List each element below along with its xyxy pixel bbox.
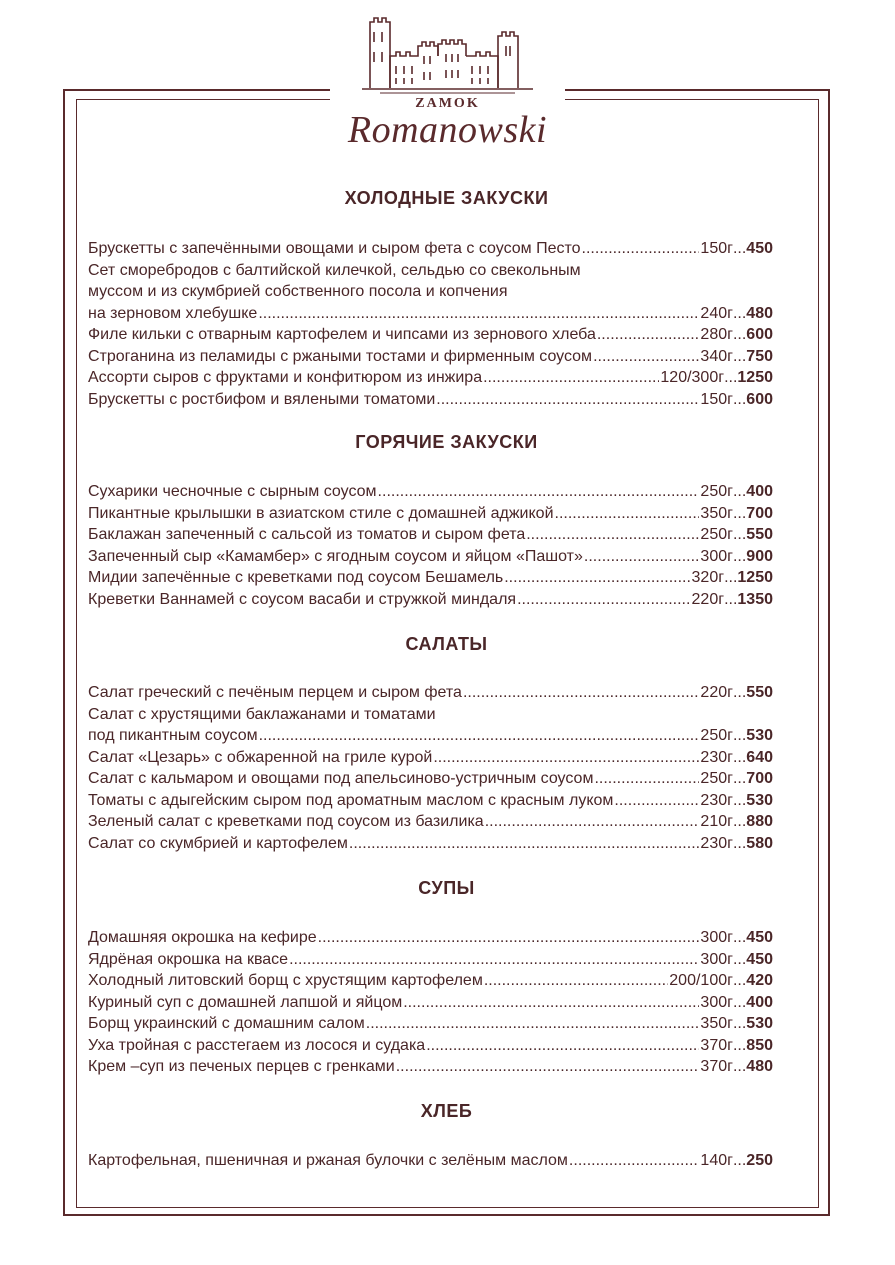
price-separator: ... (732, 504, 747, 522)
dot-leader (318, 927, 700, 949)
price-separator: ... (732, 993, 747, 1011)
price-separator: ... (732, 972, 747, 989)
menu-item-price: 530 (746, 791, 773, 809)
menu-item (88, 768, 808, 790)
section-title: ХОЛОДНЫЕ ЗАКУСКИ (344, 188, 549, 208)
menu-item-weight: 350г (700, 1015, 733, 1032)
menu-item-row (88, 324, 808, 346)
section-items (88, 927, 808, 1078)
dot-leader (614, 790, 699, 812)
menu-item-name: Холодный литовский борщ с хрустящим картофелем (88, 972, 483, 989)
menu-item-name: Баклажан запеченный с сальсой из томатов и сыром фета (88, 526, 526, 543)
menu-item-weight: 150г (700, 240, 733, 257)
menu-item-name: Томаты с адыгейским сыром под ароматным маслом с красным луком (88, 791, 614, 809)
menu-item-price: 450 (746, 929, 773, 946)
menu-item (88, 1013, 808, 1035)
dot-leader (555, 503, 700, 525)
menu-item-weight: 370г (700, 1036, 733, 1054)
dot-leader (597, 324, 700, 346)
menu-item-name: Пикантные крылышки в азиатском стиле с домашней аджикой (88, 504, 554, 522)
menu-item-price: 400 (746, 993, 773, 1011)
menu-item-price: 880 (746, 813, 773, 830)
menu-item-price: 580 (746, 834, 773, 852)
menu-item (88, 524, 808, 546)
section-items (88, 238, 808, 410)
menu-item-name-line: Сет сморебродов с балтийской килечкой, сельдью со свекольным (88, 261, 581, 279)
menu-item-price: 600 (746, 326, 773, 343)
menu-item (88, 260, 808, 325)
menu-item-name: Брускетты с ростбифом и вялеными томатоми (88, 390, 436, 408)
menu-item (88, 1056, 808, 1078)
dot-leader (426, 1035, 699, 1057)
menu-item-price: 450 (746, 950, 773, 968)
castle-logo-icon (360, 14, 535, 94)
menu-item-name: Борщ украинский с домашним салом (88, 1015, 365, 1032)
price-separator: ... (732, 390, 747, 408)
menu-item (88, 790, 808, 812)
menu-item-row (88, 567, 808, 589)
price-separator: ... (732, 240, 747, 257)
menu-item (88, 682, 808, 704)
menu-item-weight: 250г (700, 526, 733, 543)
menu-item-row (88, 992, 808, 1014)
dot-leader (517, 589, 690, 611)
menu-item-weight: 230г (700, 748, 733, 766)
brand-subtitle: ZAMOK (415, 96, 480, 111)
dot-leader (289, 949, 699, 971)
menu-item-price: 480 (746, 1058, 773, 1075)
menu-item-price: 640 (746, 748, 773, 766)
menu-item-name: под пикантным соусом (88, 727, 258, 744)
menu-item-weight: 140г (700, 1152, 733, 1169)
menu-item-price: 400 (746, 483, 773, 500)
menu-item-name: Куриный суп с домашней лапшой и яйцом (88, 993, 403, 1011)
menu-item-weight: 300г (700, 993, 733, 1011)
dot-leader (436, 389, 699, 411)
menu-item-price: 1350 (737, 590, 773, 608)
section-title: САЛАТЫ (405, 634, 488, 654)
menu-item (88, 1035, 808, 1057)
menu-item-price: 550 (746, 684, 773, 701)
section-items (88, 682, 808, 854)
price-separator: ... (724, 569, 738, 586)
menu-item-name: Картофельная, пшеничная и ржаная булочки с зелёным маслом (88, 1152, 568, 1169)
menu-item-row (88, 1150, 808, 1172)
menu-item-price: 1250 (737, 569, 773, 586)
dot-leader (584, 546, 700, 568)
menu-item (88, 567, 808, 589)
price-separator: ... (732, 791, 747, 809)
price-separator: ... (732, 1058, 747, 1075)
menu-item (88, 503, 808, 525)
menu-item-weight: 230г (700, 834, 733, 852)
section-title: ГОРЯЧИЕ ЗАКУСКИ (355, 432, 538, 452)
dot-leader (433, 747, 699, 769)
menu-item (88, 238, 808, 260)
dot-leader (569, 1150, 700, 1172)
section-title: СУПЫ (418, 878, 475, 898)
menu-item-price: 1250 (737, 369, 773, 386)
menu-item-weight: 300г (700, 950, 733, 968)
dot-leader (594, 768, 699, 790)
menu-item (88, 324, 808, 346)
menu-item-row (88, 524, 808, 546)
menu-item (88, 811, 808, 833)
price-separator: ... (732, 1015, 747, 1032)
menu-item-row (88, 682, 808, 704)
menu-item-row (88, 927, 808, 949)
section-title: ХЛЕБ (420, 1101, 473, 1121)
menu-item (88, 1150, 808, 1172)
menu-item-name: Салат греческий с печёным перцем и сыром фета (88, 684, 462, 701)
menu-item (88, 389, 808, 411)
menu-item-price: 700 (746, 504, 773, 522)
menu-item-row (88, 768, 808, 790)
menu-item-weight: 300г (700, 929, 733, 946)
menu-item-weight: 220г (700, 684, 733, 701)
menu-item-name: Филе кильки с отварным картофелем и чипсами из зернового хлеба (88, 326, 596, 343)
menu-item (88, 970, 808, 992)
dot-leader (378, 481, 700, 503)
menu-item-weight: 220г (691, 590, 725, 608)
menu-item-row (88, 367, 808, 389)
section-items (88, 481, 808, 610)
menu-item-row (88, 725, 808, 747)
dot-leader (403, 992, 699, 1014)
menu-item-price: 530 (746, 1015, 773, 1032)
menu-item (88, 992, 808, 1014)
menu-item-weight: 320г (691, 569, 725, 586)
dot-leader (366, 1013, 700, 1035)
menu-item-price: 850 (746, 1036, 773, 1054)
menu-item-name: Креветки Ваннамей с соусом васаби и стружкой миндаля (88, 590, 517, 608)
menu-item-price: 750 (746, 347, 773, 365)
menu-item-name: Крем –суп из печеных перцев с гренками (88, 1058, 395, 1075)
menu-item-row (88, 833, 808, 855)
menu-item (88, 346, 808, 368)
menu-item-weight: 200/100г (669, 972, 733, 989)
menu-item (88, 833, 808, 855)
menu-item-price: 900 (746, 547, 773, 565)
dot-leader (483, 367, 659, 389)
menu-item-weight: 370г (700, 1058, 733, 1075)
dot-leader (349, 833, 700, 855)
menu-item-name: на зерновом хлебушке (88, 304, 258, 322)
menu-item-row (88, 790, 808, 812)
brand-name: Romanowski (347, 109, 548, 151)
price-separator: ... (732, 929, 747, 946)
menu-item-weight: 250г (700, 770, 733, 787)
menu-item-name: Салат со скумбрией и картофелем (88, 834, 348, 852)
price-separator: ... (732, 748, 747, 766)
menu-item-row (88, 481, 808, 503)
menu-item-price: 250 (746, 1152, 773, 1169)
menu-item-name: Строганина из пеламиды с ржаными тостами и фирменным соусом (88, 347, 593, 365)
menu-item-row (88, 970, 808, 992)
section-items (88, 1150, 808, 1172)
menu-item-weight: 350г (700, 504, 733, 522)
menu-item-row (88, 949, 808, 971)
menu-item-row (88, 747, 808, 769)
dot-leader (396, 1056, 700, 1078)
menu-item (88, 747, 808, 769)
dot-leader (582, 238, 700, 260)
dot-leader (259, 725, 700, 747)
menu-item-weight: 250г (700, 483, 733, 500)
menu-item-price: 450 (746, 240, 773, 257)
dot-leader (484, 970, 668, 992)
price-separator: ... (732, 770, 747, 787)
menu-item-weight: 120/300г (660, 369, 725, 386)
menu-item-weight: 240г (700, 304, 733, 322)
dot-leader (526, 524, 699, 546)
menu-item (88, 704, 808, 747)
menu-item-name-line: Салат с хрустящими баклажанами и томатами (88, 705, 436, 723)
menu-item-row (88, 346, 808, 368)
menu-item-weight: 230г (700, 791, 733, 809)
price-separator: ... (732, 304, 747, 322)
menu-item-name: Мидии запечённые с креветками под соусом Бешамель (88, 569, 504, 586)
menu-item-weight: 300г (700, 547, 733, 565)
menu-item-row (88, 589, 808, 611)
menu-item-weight: 150г (700, 390, 733, 408)
price-separator: ... (732, 950, 747, 968)
menu-item-price: 480 (746, 304, 773, 322)
price-separator: ... (732, 547, 747, 565)
menu-item (88, 589, 808, 611)
price-separator: ... (724, 590, 738, 608)
price-separator: ... (732, 1036, 747, 1054)
menu-item-name: Запеченный сыр «Камамбер» с ягодным соусом и яйцом «Пашот» (88, 547, 583, 565)
price-separator: ... (732, 483, 747, 500)
menu-item-row (88, 546, 808, 568)
price-separator: ... (732, 1152, 747, 1169)
menu-item-name: Салат «Цезарь» с обжаренной на гриле курой (88, 748, 433, 766)
menu-item-name: Сухарики чесночные с сырным соусом (88, 483, 377, 500)
menu-item-weight: 340г (700, 347, 733, 365)
menu-item-row (88, 238, 808, 260)
menu-item-weight: 210г (700, 813, 733, 830)
menu-item (88, 367, 808, 389)
dot-leader (593, 346, 699, 368)
price-separator: ... (724, 369, 738, 386)
menu-item-row (88, 1035, 808, 1057)
menu-item-name: Ядрёная окрошка на квасе (88, 950, 289, 968)
menu-item-name: Зеленый салат с креветками под соусом из базилика (88, 813, 484, 830)
menu-item (88, 949, 808, 971)
menu-item (88, 927, 808, 949)
menu-item-price: 700 (746, 770, 773, 787)
menu-item-row (88, 1013, 808, 1035)
price-separator: ... (732, 684, 747, 701)
menu-item-row (88, 811, 808, 833)
dot-leader (258, 303, 699, 325)
menu-item-weight: 280г (700, 326, 733, 343)
price-separator: ... (732, 813, 747, 830)
menu-item-name: Уха тройная с расстегаем из лосося и судака (88, 1036, 426, 1054)
menu-item-row (88, 303, 808, 325)
menu-item (88, 481, 808, 503)
dot-leader (504, 567, 690, 589)
price-separator: ... (732, 326, 747, 343)
menu-item-row (88, 503, 808, 525)
menu-item-name-line: муссом и из скумбрией собственного посола и копчения (88, 283, 508, 300)
menu-item-row (88, 1056, 808, 1078)
price-separator: ... (732, 526, 747, 543)
menu-item-name: Салат с кальмаром и овощами под апельсиново-устричным соусом (88, 770, 594, 787)
menu-item-weight: 250г (700, 727, 733, 744)
menu-item-price: 550 (746, 526, 773, 543)
menu-item-name: Домашняя окрошка на кефире (88, 929, 317, 946)
price-separator: ... (732, 727, 747, 744)
price-separator: ... (732, 347, 747, 365)
menu-item (88, 546, 808, 568)
menu-item-price: 420 (746, 972, 773, 989)
menu-item-name: Ассорти сыров с фруктами и конфитюром из инжира (88, 369, 483, 386)
dot-leader (485, 811, 700, 833)
menu-item-price: 530 (746, 727, 773, 744)
menu-item-row (88, 389, 808, 411)
menu-item-price: 600 (746, 390, 773, 408)
menu-item-name: Брускетты с запечёнными овощами и сыром фета с соусом Песто (88, 240, 581, 257)
price-separator: ... (732, 834, 747, 852)
dot-leader (463, 682, 699, 704)
